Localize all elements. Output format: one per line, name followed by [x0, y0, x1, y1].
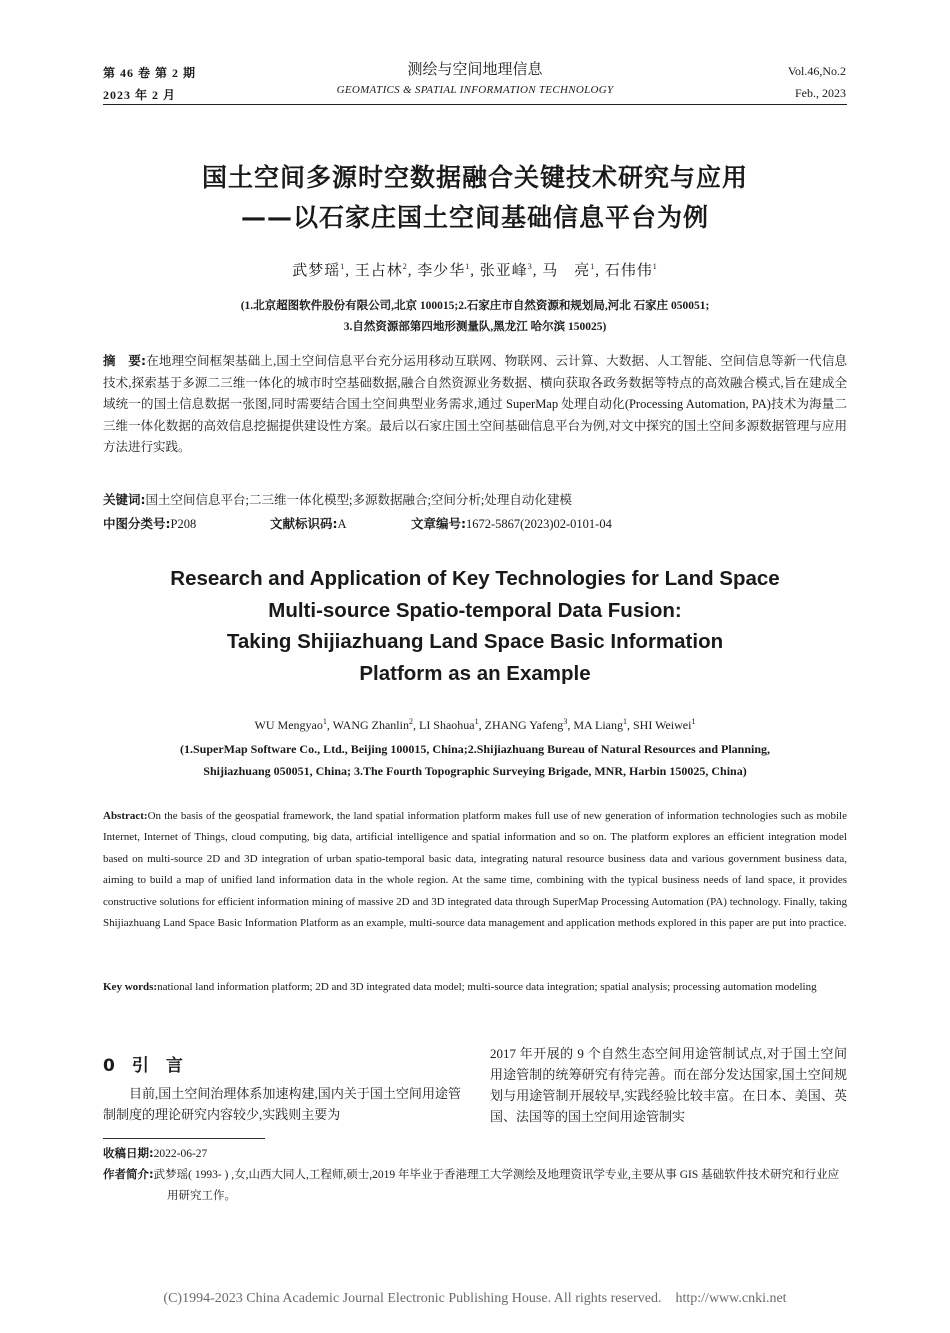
volume-number-en: Vol.46,No.2: [787, 64, 846, 78]
keywords-cn-text: 国土空间信息平台;二三维一体化模型;多源数据融合;空间分析;处理自动化建模: [145, 493, 572, 507]
author-bio: 作者简介:武梦瑶( 1993- ) ,女,山西大同人,工程师,硕士,2019 年毕业于香港理工大学测绘及地理资讯学专业,主要从事 GIS 基础软件技术研究和行业应用研究工作。: [103, 1167, 840, 1202]
author-en: ZHANG Yafeng$^3$: [484, 717, 568, 732]
authors-cn: 武梦瑶$^1$, 王占林$^2$, 李少华$^1$, 张亚峰$^3$, 马 亮$^1$, 石伟伟$^1$: [292, 262, 658, 279]
abstract-en-text: On the basis of the geospatial framework, the land spatial information platform makes full use of new generation of information technologies such as mobile Internet, Internet of Things, cloud computing, big data, artificial intelligence and spatial information and so on. The platform explores an efficient integration model based on multi-source 2D and 3D integration of urban spatio-temporal basic data, integrating natural resource business data and various government business data, aiming to build a map of unified land information data in the whole region. At the same time, combining with the typical business needs of land space, it provides constructive solutions for efficient information mining of massive 2D and 3D integrated data through SuperMap Processing Automation (PA) technology. Finally, taking Shijiazhuang Land Space Basic Information Platform as an example, multi-source data management and application methods explored in this paper are put into practice.: [103, 810, 847, 930]
abstract-en: [103, 806, 847, 934]
abstract-cn: [103, 350, 847, 459]
article-number: 文章编号:1672-5867(2023)02-0101-04: [411, 516, 612, 531]
copyright-notice: (C)1994-2023 China Academic Journal Electronic Publishing House. All rights reserved. http://www.cnki.net: [163, 1291, 787, 1306]
keywords-en: [103, 977, 847, 998]
affiliation-en: (1.SuperMap Software Co., Ltd., Beijing 100015, China;2.Shijiazhuang Bureau of Natural Resources and Planning, Shijiazhuang 050051, China; 3.The Fourth Topographic Surveying Brigade, MNR, Harbin 150025, China): [179, 742, 771, 778]
author-cn: 张亚峰$^3$: [479, 262, 533, 279]
clc-number: 中图分类号:P208: [103, 516, 197, 531]
issue-date-en: Feb., 2023: [795, 86, 846, 100]
author-en: WANG Zhanlin$^2$: [332, 717, 413, 732]
authors-en: WU Mengyao$^1$, WANG Zhanlin$^2$, LI Shaohua$^1$, ZHANG Yafeng$^3$, MA Liang$^1$, SHI Weiwei$^1$: [254, 717, 696, 732]
abstract-cn-text: 在地理空间框架基础上,国土空间信息平台充分运用移动互联网、物联网、云计算、大数据、人工智能、空间信息等新一代信息技术,探索基于多源二三维一体化的城市时空基础数据,融合自然资源业务数据、横向获取各政务数据等特点的高效融合模式,旨在建成全域统一的国土信息数据一张图,同时需要结合国土空间典型业务需求,通过 SuperMap 处理自动化(Processing Automation, PA)技术为海量二三维一体化数据的高效信息挖掘提供建设性方案。最后以石家庄国土空间基础信息平台为例,对文中探究的国土空间多源数据管理与应用方法进行实践。: [103, 354, 847, 454]
journal-title-en: GEOMATICS & SPATIAL INFORMATION TECHNOLOGY: [336, 84, 614, 96]
affiliation-cn-line2: 3.自然资源部第四地形测量队,黑龙江 哈尔滨 150025): [343, 321, 607, 333]
author-cn: 马 亮$^1$: [542, 262, 596, 279]
issue-date: 2023 年 2 月: [103, 88, 177, 102]
keywords-cn-label: 关键词:: [103, 492, 146, 507]
author-en: MA Liang$^1$: [573, 717, 627, 732]
author-en: WU Mengyao$^1$: [254, 717, 327, 732]
journal-title-cn: 测绘与空间地理信息: [407, 60, 543, 78]
paper-subtitle-cn: ——以石家庄国土空间基础信息平台为例: [240, 203, 709, 232]
author-en: LI Shaohua$^1$: [418, 717, 479, 732]
author-en: SHI Weiwei$^1$: [632, 717, 696, 732]
keywords-cn: [103, 489, 847, 512]
intro-left-column: 目前,国土空间治理体系加速构建,国内关于国土空间用途管制制度的理论研究内容较少,实践则主要为: [103, 1086, 461, 1122]
author-cn: 石伟伟$^1$: [604, 262, 658, 279]
author-cn: 武梦瑶$^1$: [292, 262, 346, 279]
keywords-en-text: national land information platform; 2D and 3D integrated data model; multi-source data integration; spatial analysis; processing automation modeling: [157, 981, 817, 993]
paper-title-cn: 国土空间多源时空数据融合关键技术研究与应用: [201, 163, 748, 192]
abstract-en-label: Abstract:: [103, 810, 148, 822]
header-rule: [103, 104, 847, 105]
footnote-rule: [103, 1138, 265, 1139]
received-date: 收稿日期:2022-06-27: [103, 1146, 208, 1160]
author-cn: 李少华$^1$: [417, 262, 471, 279]
paper-title-en: Research and Application of Key Technologies for Land Space Multi-source Spatio-temporal Data Fusion: Taking Shijiazhuang Land Space Basic Information Platform as an Example: [170, 567, 780, 685]
abstract-cn-label: 摘 要:: [103, 353, 147, 368]
affiliation-cn-line1: (1.北京超图软件股份有限公司,北京 100015;2.石家庄市自然资源和规划局,河北 石家庄 050051;: [240, 300, 710, 312]
volume-issue: 第 46 卷 第 2 期: [103, 66, 197, 80]
keywords-en-label: Key words:: [103, 981, 158, 993]
intro-right-column: 2017 年开展的 9 个自然生态空间用途管制试点,对于国土空间用途管制的统筹研究有待完善。而在部分发达国家,国土空间规划与用途管制开展较早,实践经验比较丰富。在日本、美国、英国、法国等的国土空间用途管制实: [490, 1046, 847, 1124]
section-heading-intro: 0 引 言: [103, 1056, 183, 1076]
author-cn: 王占林$^2$: [354, 262, 408, 279]
document-code: 文献标识码:A: [270, 516, 347, 531]
